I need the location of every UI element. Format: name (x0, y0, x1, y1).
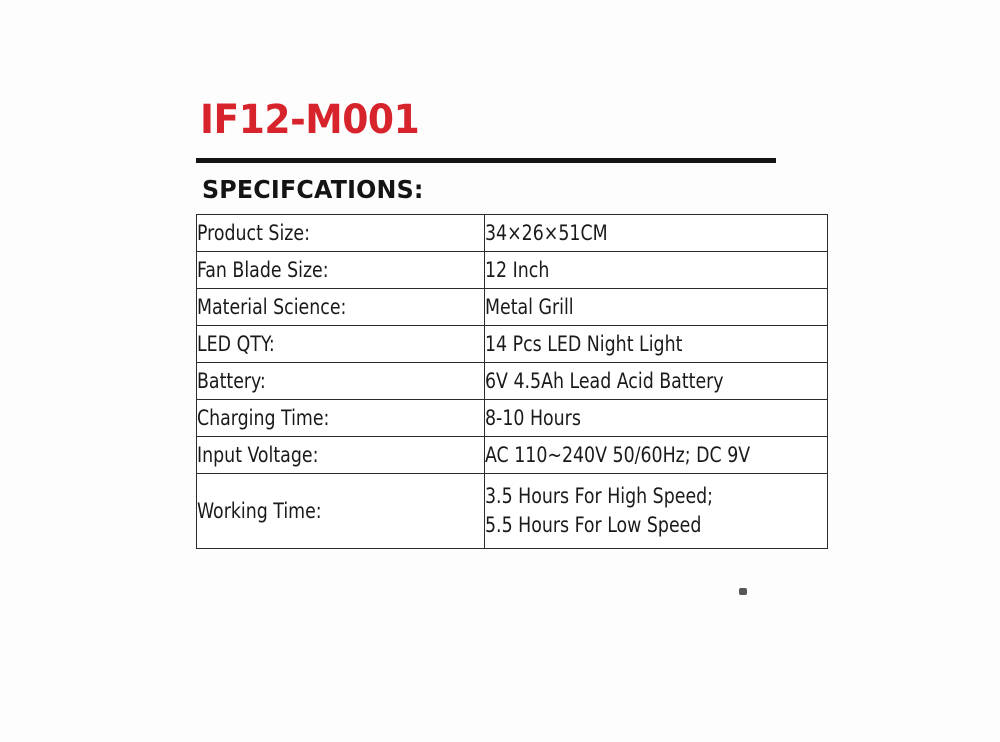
specifications-table (196, 214, 828, 549)
spec-value-line-2: 5.5 Hours For Low Speed (485, 513, 702, 537)
spec-label: Charging Time: (197, 405, 330, 430)
spec-value-cell (485, 400, 828, 437)
table-row (197, 400, 828, 437)
spec-value: 8-10 Hours (485, 405, 581, 430)
spec-label-cell (197, 215, 485, 252)
spec-label: Fan Blade Size: (197, 257, 329, 282)
spec-label: Working Time: (197, 498, 322, 523)
spec-value: 34×26×51CM (485, 220, 608, 245)
spec-value-cell (485, 326, 828, 363)
spec-label: Input Voltage: (197, 442, 319, 467)
section-title: SPECIFCATIONS: (202, 175, 424, 204)
table-row (197, 326, 828, 363)
spec-label: Product Size: (197, 220, 310, 245)
spec-value: 14 Pcs LED Night Light (485, 331, 683, 356)
table-row (197, 363, 828, 400)
spec-label-cell (197, 363, 485, 400)
ink-smudge-mark (739, 588, 747, 595)
spec-value-cell (485, 474, 828, 549)
table-row (197, 215, 828, 252)
spec-label-cell (197, 474, 485, 549)
model-title: IF12-M001 (200, 97, 420, 143)
spec-value: 6V 4.5Ah Lead Acid Battery (485, 368, 724, 393)
spec-value-line-1: 3.5 Hours For High Speed; (485, 484, 714, 509)
spec-label-cell (197, 289, 485, 326)
spec-label: Battery: (197, 368, 266, 393)
spec-value: AC 110~240V 50/60Hz; DC 9V (485, 442, 751, 467)
spec-label: LED QTY: (197, 331, 275, 356)
table-row (197, 474, 828, 549)
spec-value: 12 Inch (485, 257, 550, 282)
spec-label-cell (197, 326, 485, 363)
spec-label-cell (197, 252, 485, 289)
spec-value-cell (485, 363, 828, 400)
spec-label-cell (197, 437, 485, 474)
spec-value-cell (485, 252, 828, 289)
table-row (197, 252, 828, 289)
table-row (197, 437, 828, 474)
spec-label-cell (197, 400, 485, 437)
spec-sheet-content (196, 97, 836, 549)
title-divider (196, 158, 776, 163)
spec-value-cell (485, 215, 828, 252)
spec-label: Material Science: (197, 294, 347, 319)
table-row (197, 289, 828, 326)
spec-value-cell (485, 437, 828, 474)
spec-value: Metal Grill (485, 294, 574, 319)
spec-value-cell (485, 289, 828, 326)
